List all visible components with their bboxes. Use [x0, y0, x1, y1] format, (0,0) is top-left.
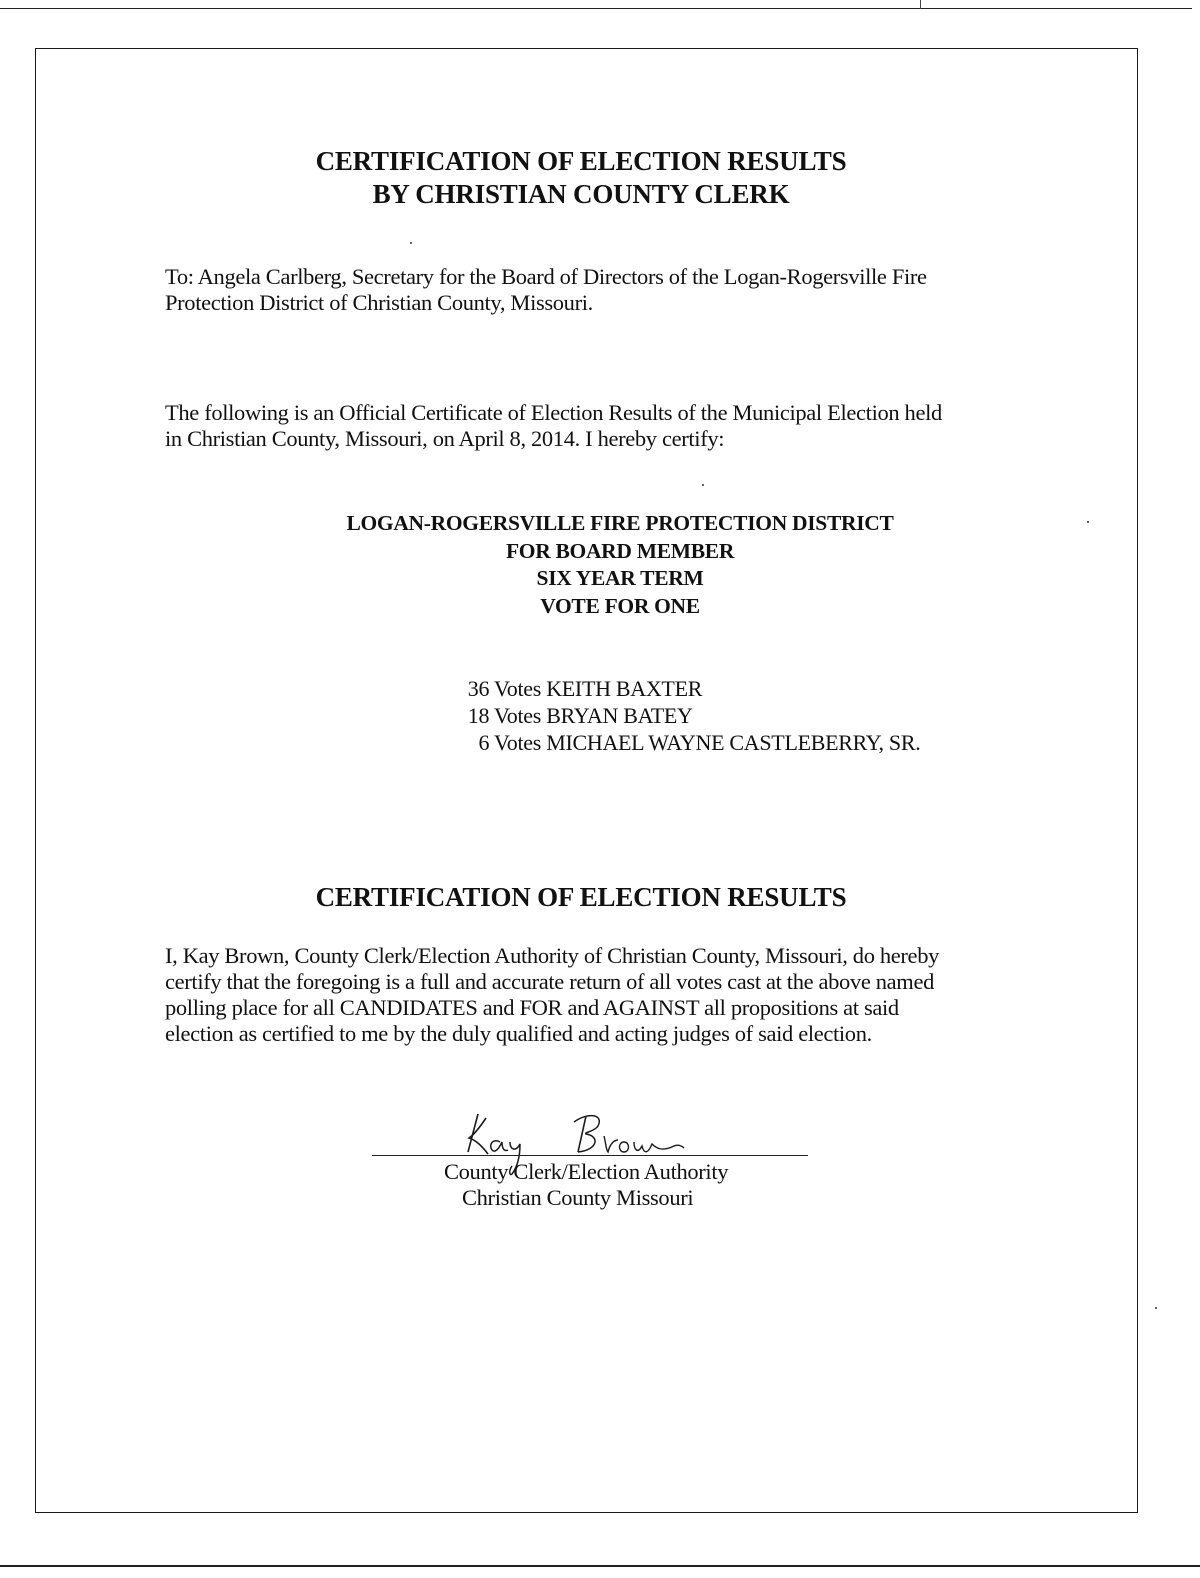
contest-term: SIX YEAR TERM: [536, 566, 704, 590]
contest-instruction: VOTE FOR ONE: [540, 593, 700, 618]
document-title-line-2: BY CHRISTIAN COUNTY CLERK: [372, 179, 790, 209]
certification-paragraph: [165, 943, 1045, 1047]
addressee-line-2: Protection District of Christian County, Missouri.: [165, 290, 593, 315]
scan-top-edge: [0, 8, 1192, 9]
contest-district: LOGAN-ROGERSVILLE FIRE PROTECTION DISTRICT: [346, 511, 894, 535]
candidate-name: KEITH BAXTER: [546, 676, 703, 701]
scan-speck: [1087, 521, 1089, 523]
scan-speck: [410, 242, 412, 244]
signer-title: County Clerk/Election Authority: [444, 1159, 729, 1184]
intro-line-2: in Christian County, Missouri, on April 8, 2014. I hereby certify:: [165, 426, 725, 451]
signature-caption: [444, 1159, 728, 1211]
scan-top-tick: [920, 0, 921, 9]
intro-paragraph: [165, 400, 1045, 452]
scan-speck: [1155, 1307, 1157, 1309]
certification-line-4: election as certified to me by the duly qualified and acting judges of said election.: [165, 1021, 872, 1046]
scan-bottom-edge: [0, 1565, 1200, 1567]
document-title-line-1: CERTIFICATION OF ELECTION RESULTS: [315, 146, 847, 176]
result-row: [453, 675, 920, 702]
certification-line-2: certify that the foregoing is a full and accurate return of all votes cast at the above named: [165, 969, 934, 994]
vote-results: [453, 675, 920, 756]
signature-line: [372, 1155, 808, 1156]
certification-line-3: polling place for all CANDIDATES and FOR and AGAINST all propositions at said: [165, 995, 899, 1020]
addressee-line-1: To: Angela Carlberg, Secretary for the Board of Directors of the Logan-Rogersville Fire: [165, 264, 927, 289]
certification-heading: CERTIFICATION OF ELECTION RESULTS: [315, 882, 847, 912]
intro-line-1: The following is an Official Certificate of Election Results of the Municipal Election held: [165, 400, 942, 425]
vote-count: 6 Votes: [478, 730, 541, 755]
candidate-name: BRYAN BATEY: [546, 703, 693, 728]
addressee-paragraph: [165, 264, 1045, 316]
certification-line-1: I, Kay Brown, County Clerk/Election Authority of Christian County, Missouri, do hereby: [165, 943, 939, 968]
result-row: [453, 702, 920, 729]
result-row: [453, 729, 920, 756]
candidate-name: MICHAEL WAYNE CASTLEBERRY, SR.: [546, 730, 921, 755]
contest-heading: [300, 510, 940, 620]
contest-office: FOR BOARD MEMBER: [505, 538, 735, 563]
scan-speck: [702, 484, 704, 486]
signer-jurisdiction: Christian County Missouri: [462, 1185, 694, 1210]
vote-count: 36 Votes: [467, 676, 541, 701]
vote-count: 18 Votes: [467, 703, 541, 728]
